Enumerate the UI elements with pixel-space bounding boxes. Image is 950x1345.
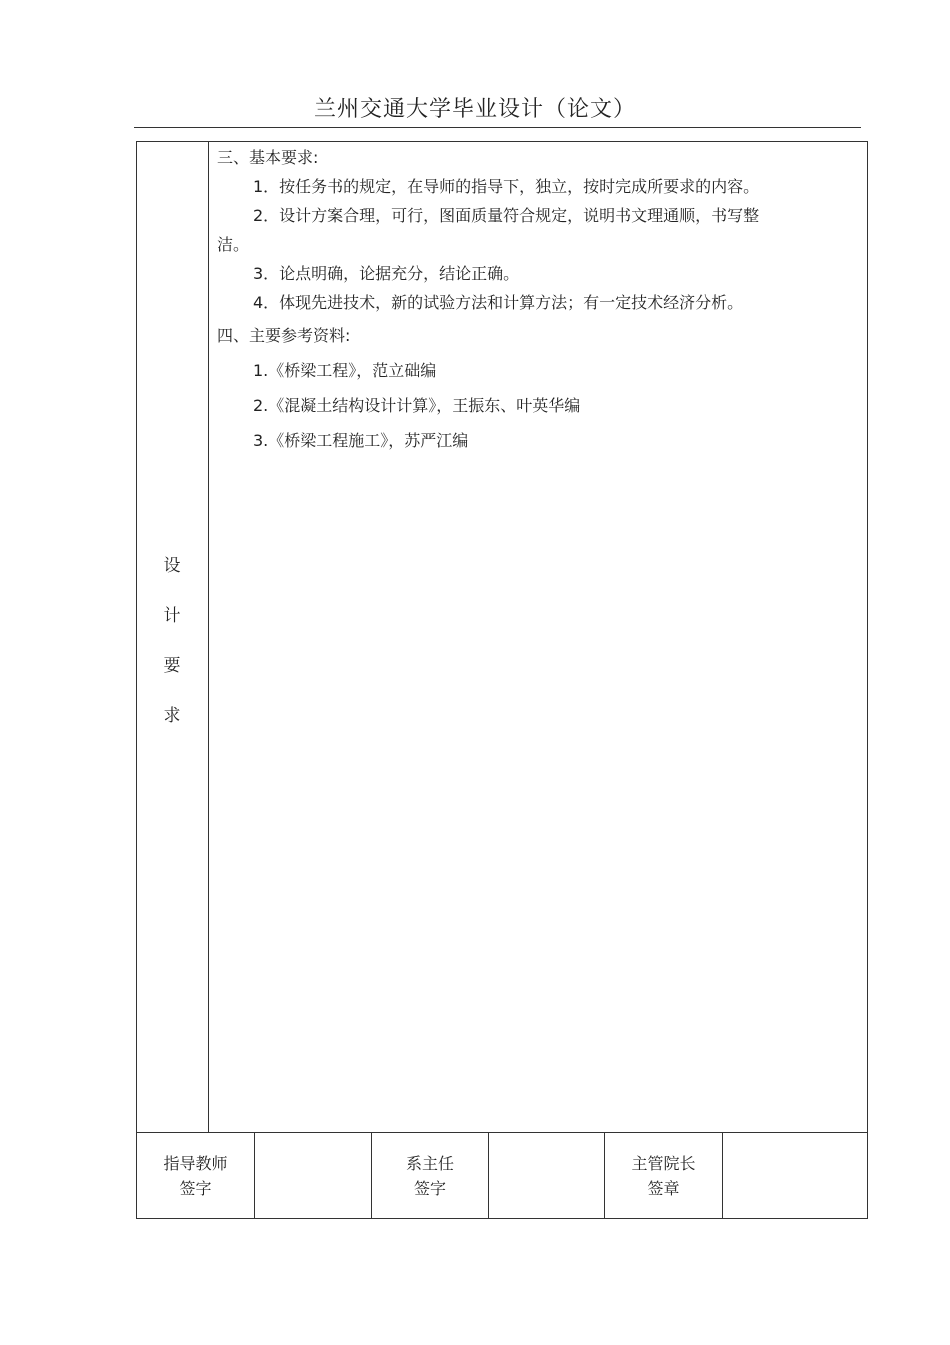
department-head-signature-label	[372, 1133, 489, 1218]
dean-signature-label	[605, 1133, 723, 1218]
advisor-label-line: 签字	[179, 1178, 212, 1198]
advisor-label-line: 指导教师	[163, 1153, 228, 1173]
requirement-item: 3．论点明确，论据充分，结论正确。	[253, 264, 520, 283]
requirement-item: 4．体现先进技术，新的试验方法和计算方法；有一定技术经济分析。	[253, 293, 744, 312]
advisor-signature-label	[137, 1133, 255, 1218]
department-head-signature-field[interactable]	[489, 1133, 605, 1218]
advisor-signature-field[interactable]	[255, 1133, 372, 1218]
requirements-content	[209, 142, 867, 1132]
section-label-char: 要	[163, 656, 181, 676]
section-label-char: 计	[163, 606, 181, 626]
reference-item: 1.《桥梁工程》，范立础编	[253, 361, 437, 380]
dean-signature-field[interactable]	[723, 1133, 867, 1218]
page-title: 兰州交通大学毕业设计（论文）	[313, 97, 636, 122]
requirement-item-continuation: 洁。	[217, 235, 250, 254]
dean-label-line: 主管院长	[631, 1153, 696, 1173]
section-label-char: 求	[163, 706, 181, 726]
requirement-item: 1．按任务书的规定，在导师的指导下，独立，按时完成所要求的内容。	[253, 177, 760, 196]
requirement-item: 2．设计方案合理，可行，图面质量符合规定，说明书文理通顺，书写整	[253, 206, 760, 225]
references-heading: 四、主要参考资料:	[217, 326, 351, 345]
reference-item: 2.《混凝土结构设计计算》，王振东、叶英华编	[253, 396, 581, 415]
signature-row	[137, 1132, 867, 1218]
title-rule	[134, 127, 861, 128]
section-label-column	[137, 142, 209, 1132]
reference-item: 3.《桥梁工程施工》，苏严江编	[253, 431, 469, 450]
basic-requirements-heading: 三、基本要求:	[217, 148, 319, 167]
section-label-char: 设	[163, 556, 181, 576]
department-head-label-line: 系主任	[405, 1153, 454, 1173]
requirements-table	[136, 141, 868, 1219]
dean-label-line: 签章	[647, 1178, 680, 1198]
department-head-label-line: 签字	[413, 1178, 446, 1198]
